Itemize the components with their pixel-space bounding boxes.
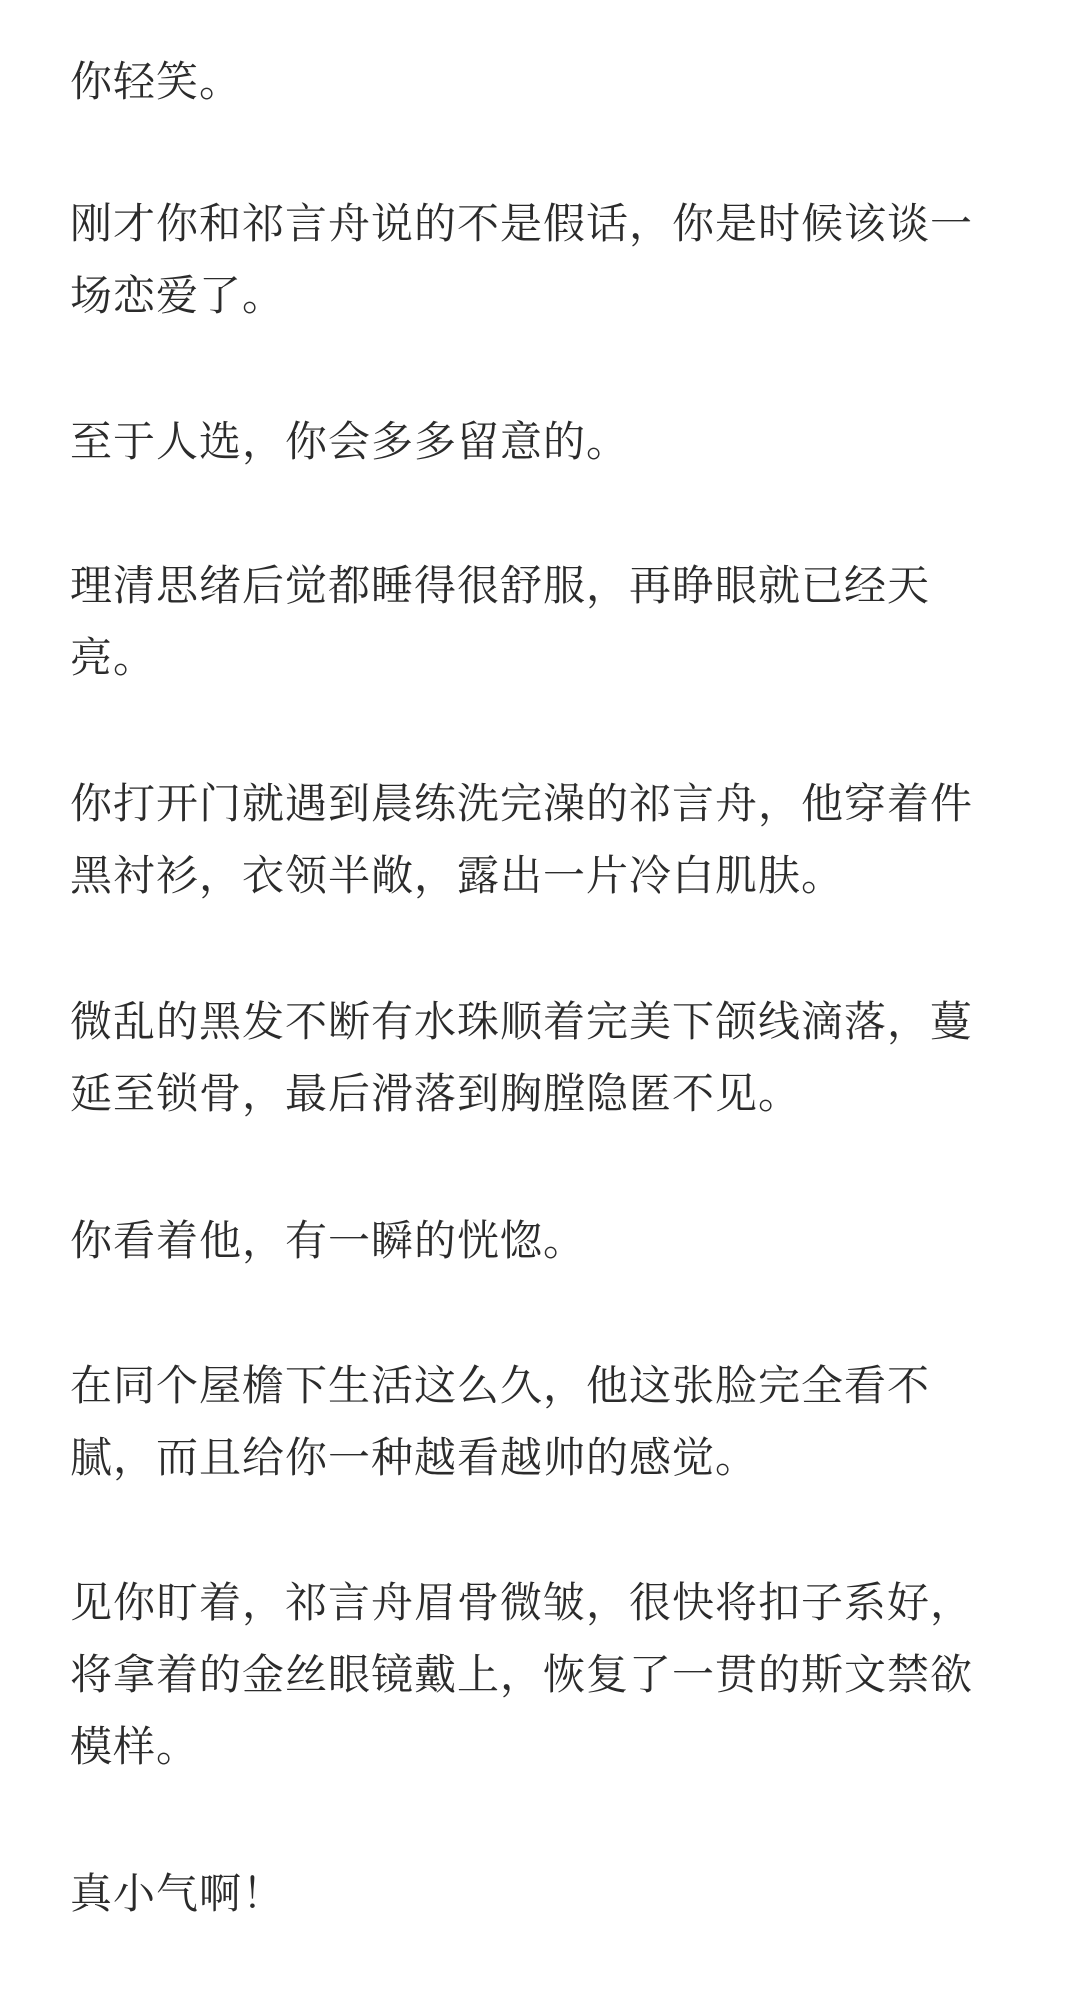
paragraph: 至于人选，你会多多留意的。 — [70, 417, 630, 466]
paragraph: 刚才你和祁言舟说的不是假话，你是时候该谈一场恋爱了。 — [70, 199, 974, 320]
paragraph: 理清思绪后觉都睡得很舒服，再睁眼就已经天亮。 — [70, 561, 931, 682]
paragraph: 你轻笑。 — [70, 57, 243, 106]
paragraph: 你打开门就遇到晨练洗完澡的祁言舟，他穿着件黑衬衫，衣领半敞，露出一片冷白肌肤。 — [70, 779, 974, 900]
paragraph: 微乱的黑发不断有水珠顺着完美下颌线滴落，蔓延至锁骨，最后滑落到胸膛隐匿不见。 — [70, 997, 974, 1118]
paragraph: 在同个屋檐下生活这么久，他这张脸完全看不腻，而且给你一种越看越帅的感觉。 — [70, 1361, 931, 1482]
paragraph: 你看着他，有一瞬的恍惚。 — [70, 1216, 587, 1265]
paragraph: 真小气啊！ — [70, 1869, 286, 1918]
paragraph: 见你盯着，祁言舟眉骨微皱，很快将扣子系好，将拿着的金丝眼镜戴上，恢复了一贯的斯文禁欲模样。 — [70, 1578, 974, 1771]
